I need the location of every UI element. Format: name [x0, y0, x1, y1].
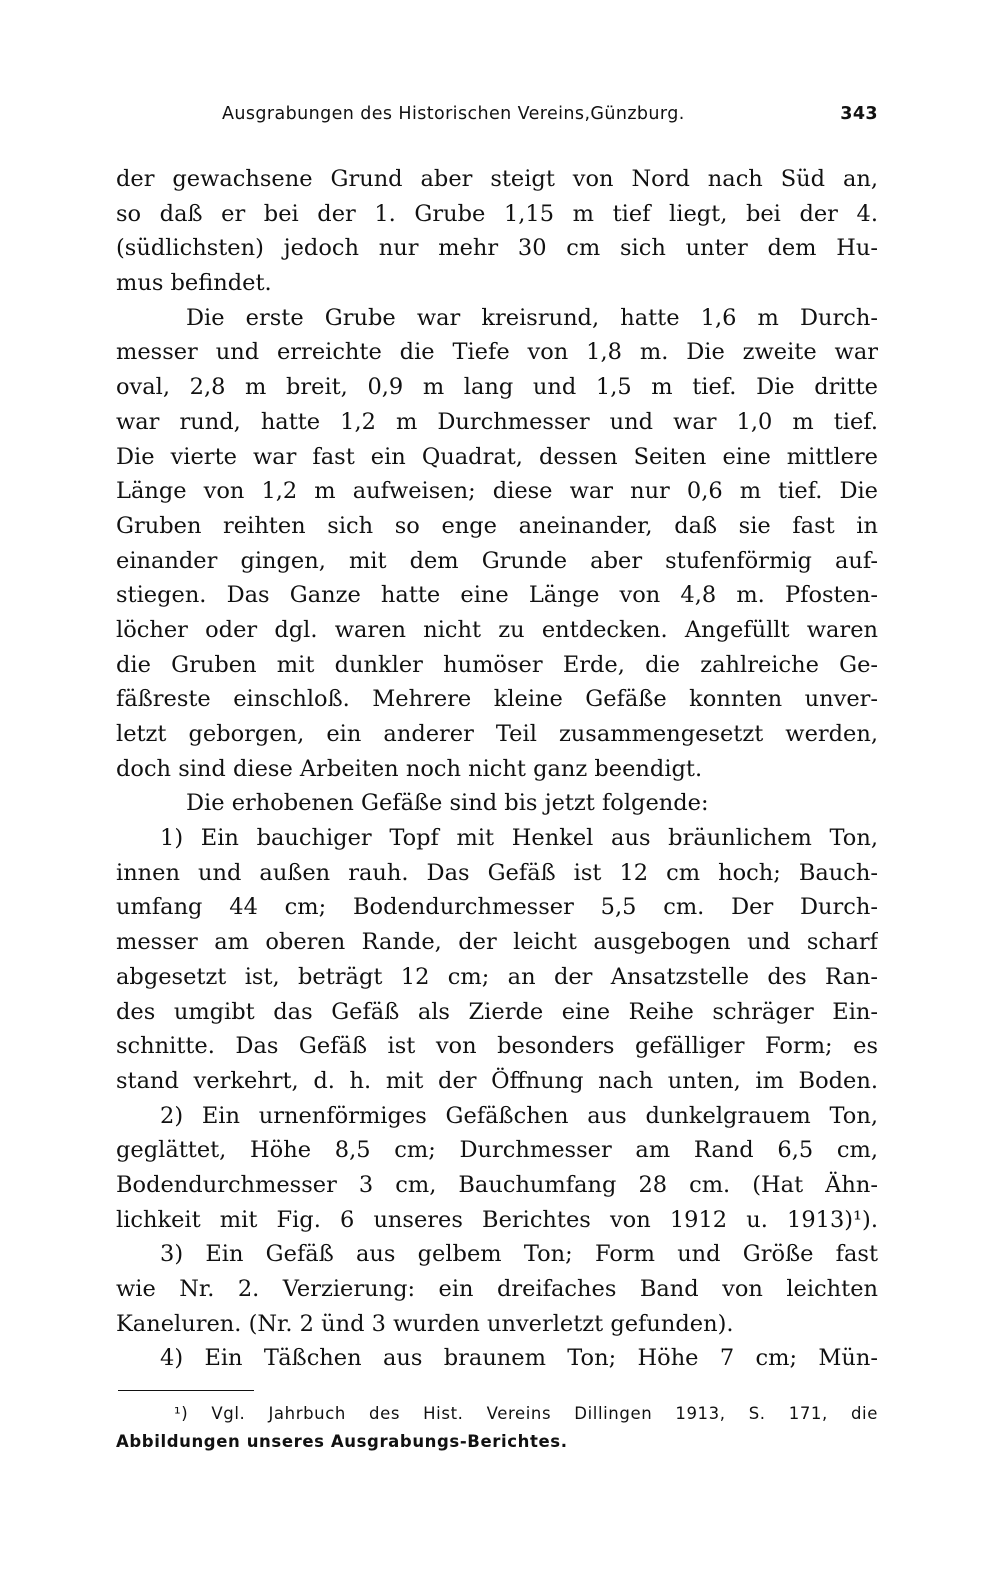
text-line: (südlichsten) jedoch nur mehr 30 cm sich unter dem Hu-	[116, 235, 878, 262]
text-line: Gruben reihten sich so enge aneinander, daß sie fast in	[116, 512, 878, 539]
text-line: fäßreste einschloß. Mehrere kleine Gefäße konnten unver-	[116, 686, 878, 713]
text-line: umfang 44 cm; Bodendurchmesser 5,5 cm. Der Durch-	[116, 894, 878, 921]
text-line: messer und erreichte die Tiefe von 1,8 m. Die zweite war	[116, 339, 878, 366]
text-line: mus befindet.	[116, 270, 272, 297]
text-line: so daß er bei der 1. Grube 1,15 m tief liegt, bei der 4.	[116, 200, 878, 227]
text-line: wie Nr. 2. Verzierung: ein dreifaches Band von leichten	[116, 1276, 878, 1302]
text-line: war rund, hatte 1,2 m Durchmesser und war 1,0 m tief.	[116, 408, 878, 435]
list-item-3-first-line: 3) Ein Gefäß aus gelbem Ton; Form und Größe fast	[160, 1241, 878, 1268]
text-line: einander gingen, mit dem Grunde aber stufenförmig auf-	[116, 547, 878, 574]
list-item-2-first-line: 2) Ein urnenförmiges Gefäßchen aus dunkelgrauem Ton,	[160, 1102, 878, 1129]
text-line: Länge von 1,2 m aufweisen; diese war nur 0,6 m tief. Die	[116, 478, 878, 505]
text-line: lichkeit mit Fig. 6 unseres Berichtes von 1912 u. 1913)¹).	[116, 1206, 878, 1233]
footnote-divider	[118, 1390, 254, 1391]
footnote	[116, 1400, 878, 1456]
paragraph-first-line: Die erste Grube war kreisrund, hatte 1,6 m Durch-	[186, 304, 878, 331]
text-line: abgesetzt ist, beträgt 12 cm; an der Ansatzstelle des Ran-	[116, 963, 878, 990]
text-line: stand verkehrt, d. h. mit der Öffnung nach unten, im Boden.	[116, 1067, 878, 1094]
text-line: Die vierte war fast ein Quadrat, dessen Seiten eine mittlere	[116, 443, 878, 470]
list-item-4-first-line: 4) Ein Täßchen aus braunem Ton; Höhe 7 cm; Mün-	[160, 1345, 878, 1372]
footnote-line: ¹) Vgl. Jahrbuch des Hist. Vereins Dillingen 1913, S. 171, die	[174, 1404, 878, 1423]
paragraph-first-line: Die erhobenen Gefäße sind bis jetzt folgende:	[186, 790, 709, 817]
page-number: 343	[840, 104, 878, 124]
text-line: Kaneluren. (Nr. 2 ünd 3 wurden unverletzt gefunden).	[116, 1310, 734, 1337]
text-line: oval, 2,8 m breit, 0,9 m lang und 1,5 m tief. Die dritte	[116, 374, 878, 401]
text-line: Bodendurchmesser 3 cm, Bauchumfang 28 cm. (Hat Ähn-	[116, 1171, 878, 1198]
text-line: doch sind diese Arbeiten noch nicht ganz beendigt.	[116, 755, 703, 782]
footnote-line: Abbildungen unseres Ausgrabungs-Berichtes.	[116, 1432, 568, 1451]
text-line: der gewachsene Grund aber steigt von Nord nach Süd an,	[116, 166, 878, 192]
text-line: letzt geborgen, ein anderer Teil zusammengesetzt werden,	[116, 721, 878, 747]
text-line: innen und außen rauh. Das Gefäß ist 12 cm hoch; Bauch-	[116, 859, 878, 886]
text-line: messer am oberen Rande, der leicht ausgebogen und scharf	[116, 929, 878, 956]
running-header	[222, 104, 878, 130]
list-item-1-first-line: 1) Ein bauchiger Topf mit Henkel aus bräunlichem Ton,	[160, 825, 878, 852]
running-title: Ausgrabungen des Historischen Vereins‚Günzburg.	[222, 104, 685, 124]
text-line: geglättet, Höhe 8,5 cm; Durchmesser am Rand 6,5 cm,	[116, 1137, 878, 1164]
text-line: die Gruben mit dunkler humöser Erde, die zahlreiche Ge-	[116, 651, 878, 678]
text-line: löcher oder dgl. waren nicht zu entdecken. Angefüllt waren	[116, 616, 878, 643]
text-line: des umgibt das Gefäß als Zierde eine Reihe schräger Ein-	[116, 998, 878, 1025]
text-line: schnitte. Das Gefäß ist von besonders gefälliger Form; es	[116, 1033, 878, 1060]
text-line: stiegen. Das Ganze hatte eine Länge von 4,8 m. Pfosten-	[116, 582, 878, 609]
body-text	[116, 162, 878, 1376]
